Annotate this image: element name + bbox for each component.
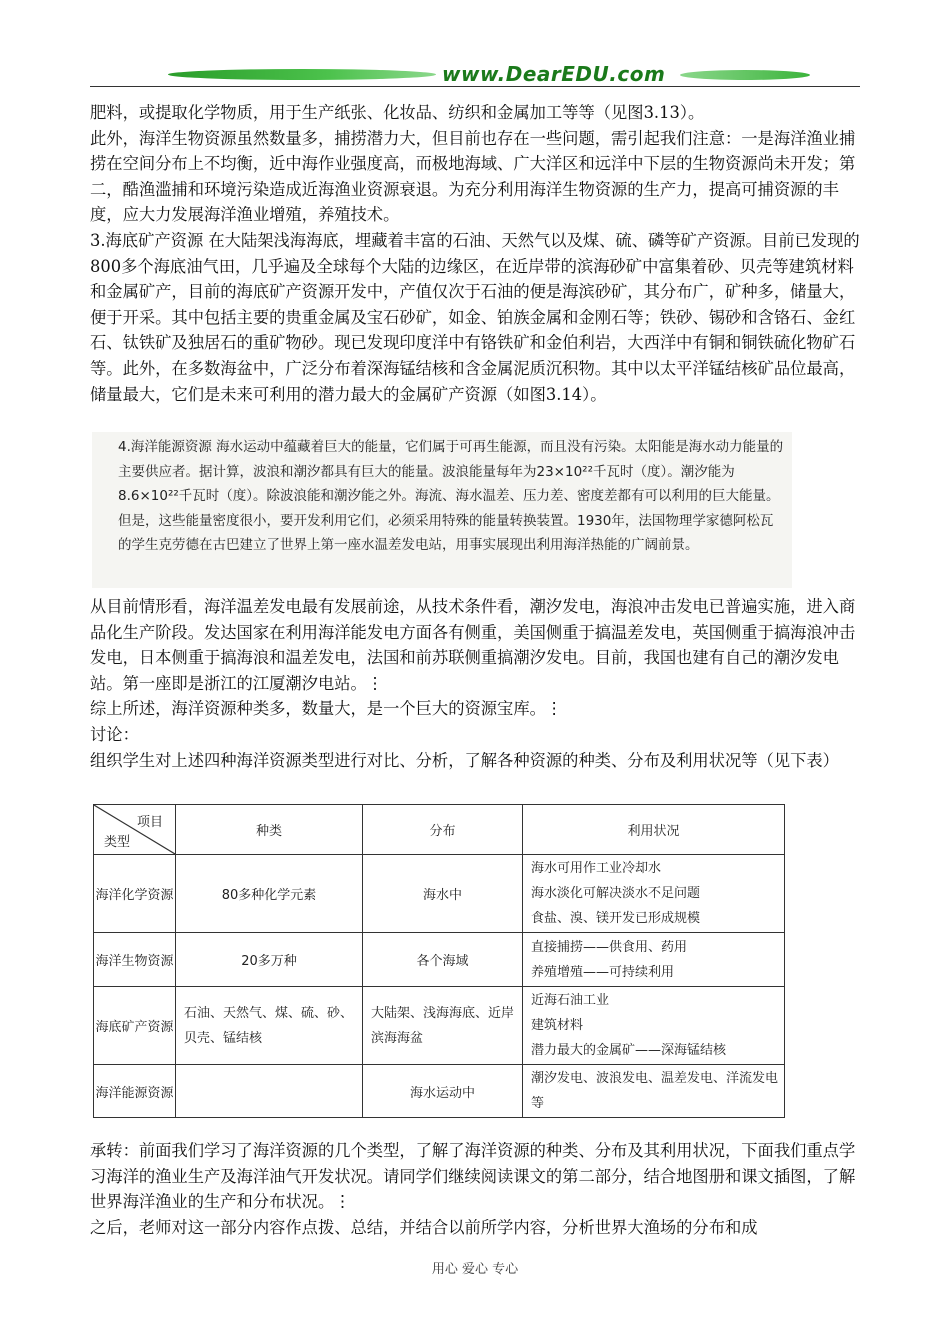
corner-bottom-label: 类型 [104, 835, 131, 850]
text-block-bottom [90, 1138, 865, 1240]
table-row [94, 855, 785, 933]
use-cell: 近海石油工业 建筑材料 潜力最大的金属矿——深海锰结核 [523, 987, 785, 1065]
page-footer: 用心 爱心 专心 [431, 1262, 519, 1277]
column-header: 种类 [176, 805, 363, 855]
kind-cell [176, 1065, 363, 1118]
paragraph: 3.海底矿产资源 在大陆架浅海海底，埋藏着丰富的石油、天然气以及煤、硫、磷等矿产资源。目前已发现的800多个海底油气田，几乎遍及全球每个大陆的边缘区，在近岸带的滨海砂矿中富集着砂、贝壳等建筑材料和金属矿产，目前的海底矿产资源开发中，产值仅次于石油的便是海滨砂矿，其分布广，矿种多，储量大，便于开采。其中包括主要的贵重金属及宝石砂矿，如金、铂族金属和金刚石等；铁砂、锡砂和含铬石、金红石、钛铁矿及独居石的重矿物砂。现已发现印度洋中有铬铁矿和金伯利岩，大西洋中有铜和铜铁硫化物矿石等。此外，在多数海盆中，广泛分布着深海锰结核和含金属泥质沉积物。其中以太平洋锰结核矿品位最高，储量最大，它们是未来可利用的潜力最大的金属矿产资源（如图3.14）。 [90, 230, 860, 404]
use-cell: 直接捕捞——供食用、药用 养殖增殖——可持续利用 [523, 933, 785, 987]
dist-cell: 大陆架、浅海海底、近岸滨海海盆 [363, 987, 523, 1065]
table-corner-header [94, 805, 176, 855]
kind-cell: 石油、天然气、煤、硫、砂、贝壳、锰结核 [176, 987, 363, 1065]
paragraph: 从目前情形看，海洋温差发电最有发展前途，从技术条件看，潮汐发电，海浪冲击发电已普遍实施，进入商品化生产阶段。发达国家在利用海洋能发电方面各有侧重，美国侧重于搞温差发电，英国侧重于搞海浪冲击发电，日本侧重于搞海浪和温差发电，法国和前苏联侧重搞潮汐发电。目前，我国也建有自己的潮汐发电站。第一座即是浙江的江厦潮汐电站。⋮ [90, 597, 856, 693]
column-header: 分布 [363, 805, 523, 855]
use-cell: 海水可用作工业冷却水 海水淡化可解决淡水不足问题 食盐、溴、镁开发已形成规模 [523, 855, 785, 933]
paragraph: 组织学生对上述四种海洋资源类型进行对比、分析，了解各种资源的种类、分布及利用状况等（见下表） [90, 750, 839, 770]
kind-cell: 80多种化学元素 [176, 855, 363, 933]
scanned-paragraph-image [92, 432, 792, 588]
table-row [94, 987, 785, 1065]
table-row [94, 1065, 785, 1118]
dist-cell: 海水中 [363, 855, 523, 933]
paragraph: 肥料，或提取化学物质，用于生产纸张、化妆品、纺织和金属加工等等（见图3.13）。 [90, 103, 705, 122]
type-cell: 海洋生物资源 [94, 933, 176, 987]
text-block-top [90, 100, 865, 407]
dist-cell: 海水运动中 [363, 1065, 523, 1118]
type-cell: 海洋能源资源 [94, 1065, 176, 1118]
swoosh-decoration-left [168, 69, 436, 80]
table-row [94, 933, 785, 987]
site-brand: www.DearEDU.com [442, 62, 666, 86]
paragraph: 综上所述，海洋资源种类多，数量大，是一个巨大的资源宝库。⋮ [90, 699, 563, 719]
use-cell: 潮汐发电、波浪发电、温差发电、洋流发电等 [523, 1065, 785, 1118]
paragraph: 讨论： [90, 724, 139, 744]
kind-cell: 20多万种 [176, 933, 363, 987]
page-header [90, 60, 860, 94]
column-header: 利用状况 [523, 805, 785, 855]
type-cell: 海底矿产资源 [94, 987, 176, 1065]
paragraph: 之后，老师对这一部分内容作点拨、总结，并结合以前所学内容，分析世界大渔场的分布和成 [90, 1217, 758, 1237]
type-cell: 海洋化学资源 [94, 855, 176, 933]
dist-cell: 各个海域 [363, 933, 523, 987]
paragraph: 此外，海洋生物资源虽然数量多，捕捞潜力大，但目前也存在一些问题，需引起我们注意：一是海洋渔业捕捞在空间分布上不均衡，近中海作业强度高，而极地海域、广大洋区和远洋中下层的生物资源尚未开发；第二，酷渔滥捕和环境污染造成近海渔业资源衰退。为充分利用海洋生物资源的生产力，提高可捕资源的丰度，应大力发展海洋渔业增殖，养殖技术。 [90, 128, 856, 225]
swoosh-decoration-right [680, 70, 810, 80]
paragraph: 承转：前面我们学习了海洋资源的几个类型，了解了海洋资源的种类、分布及其利用状况，下面我们重点学习海洋的渔业生产及海洋油气开发状况。请同学们继续阅读课文的第二部分，结合地图册和课文插图，了解世界海洋渔业的生产和分布状况。⋮ [90, 1141, 856, 1212]
resource-table [93, 804, 785, 1110]
corner-top-label: 项目 [136, 815, 163, 830]
header-rule [90, 86, 860, 87]
text-block-mid [90, 594, 865, 773]
image-paragraph-text: 4.海洋能源资源 海水运动中蕴藏着巨大的能量，它们属于可再生能源，而且没有污染。太阳能是海水动力能量的主要供应者。据计算，波浪和潮汐都具有巨大的能量。波浪能量每年为23×10²²千瓦时（度）。潮汐能为8.6×10²²千瓦时（度）。除波浪能和潮汐能之外。海流、海水温差、压力差、密度差都有可以利用的巨大能量。但是，这些能量密度很小，要开发利用它们，必须采用特殊的能量转换装置。1930年，法国物理学家德阿松瓦的学生克劳德在古巴建立了世界上第一座水温差发电站，用事实展现出利用海洋热能的广阔前景。 [118, 439, 784, 553]
